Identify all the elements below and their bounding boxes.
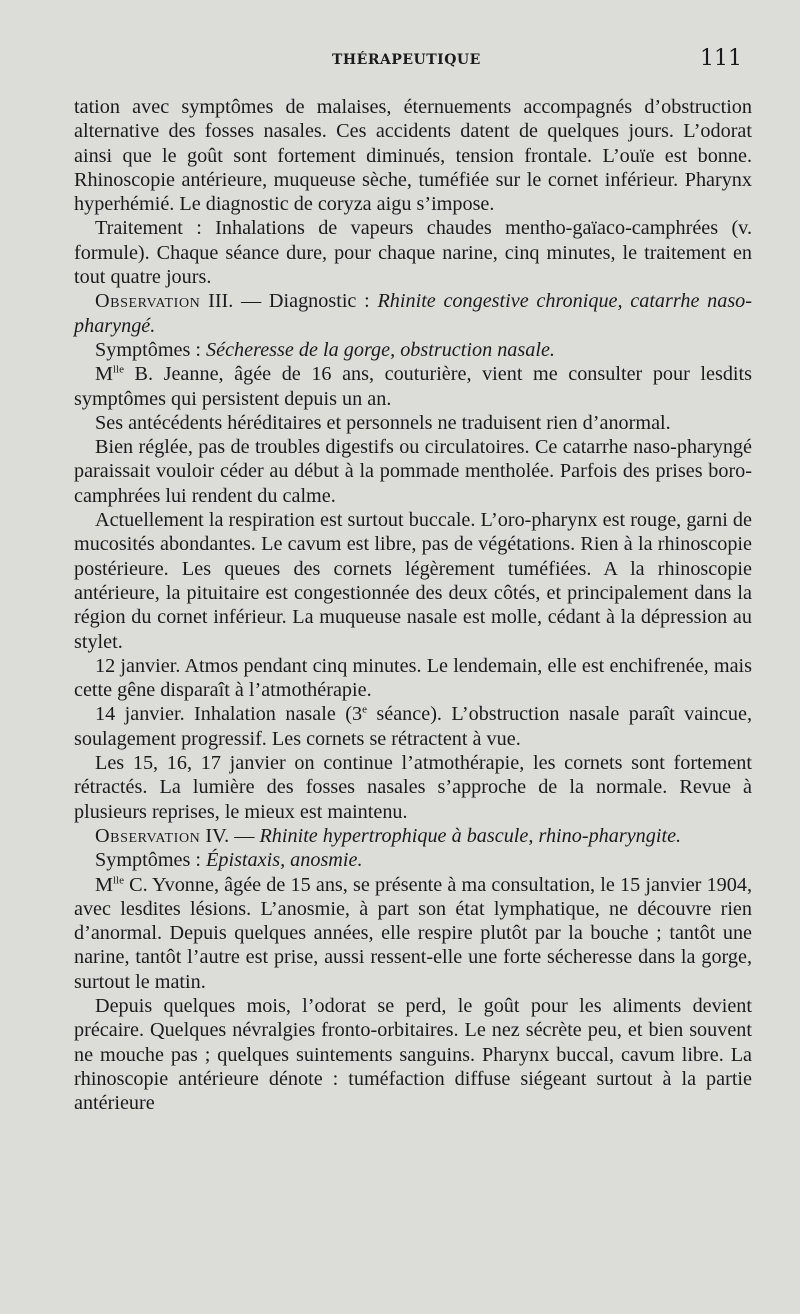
observation-4-heading [74,824,752,848]
paragraph-7: Actuellement la respiration est surtout buccale. L’oro-pharynx est rouge, garni de mucosités abondantes. Le cavum est libre, pas de végétations. Rien à la rhinoscopie postérieure. Les queues des cornets légèrement tuméfiées. A la rhinoscopie antérieure, la pituitaire est congestionnée des deux côtés, et principalement dans la région du cornet inférieur. La muqueuse nasale est molle, cédant à la dépression au stylet. [74,509,752,653]
observation-title: Rhinite congestive chronique, catarrhe naso-pharyngé. [74,290,752,337]
paragraph-9 [74,702,752,751]
page-number: 111 [700,46,742,71]
paragraph-6: Bien réglée, pas de troubles digestifs ou circulatoires. Ce catarrhe naso-pharyngé paraissait vouloir céder au début à la pommade mentholée. Parfois des prises boro-camphrées lui rendent du calme. [74,436,752,507]
paragraph-8: 12 janvier. Atmos pendant cinq minutes. Le lendemain, elle est enchifrenée, mais cette gêne disparaît à l’atmothérapie. [74,654,752,702]
ordinal-sup: e [362,703,367,716]
paragraph-5: Ses antécédents héréditaires et personnels ne traduisent rien d’anormal. [95,411,671,434]
honorific: M [95,873,113,896]
honorific-sup: lle [112,363,124,376]
observation-3-heading [74,289,752,338]
paragraph-1: tation avec symptômes de malaises, éternuements accompagnés d’obstruction alternative des fosses nasales. Ces accidents datent de quelques jours. L’odorat ainsi que le goût sont fortement diminués, tension frontale. L’ouïe est bonne. Rhinoscopie antérieure, muqueuse sèche, tuméfiée sur le cornet inférieur. Pharynx hyperhémié. Le diagnostic de coryza aigu s’impose. [74,96,752,216]
observation-title: Rhinite hypertrophique à bascule, rhino-pharyngite. [259,824,682,847]
honorific-sup: lle [112,873,124,886]
paragraph-2: Traitement : Inhalations de vapeurs chaudes mentho-gaïaco-camphrées (v. formule). Chaque séance dure, pour chaque narine, cinq minutes, le traitement en tout quatre jours. [74,217,752,289]
paragraph-13: Depuis quelques mois, l’odorat se perd, le goût pour les aliments devient précaire. Quelques névralgies fronto-orbitaires. Le nez sécrète peu, et bien souvent ne mouche pas ; quelques suintements sanguins. Pharynx buccal, cavum libre. La rhinoscopie antérieure dénote : tuméfaction diffuse siégeant surtout à la partie antérieure [74,994,752,1115]
body-text [74,95,752,1115]
honorific: M [95,363,113,386]
observation-number: III. — Diagnostic : [200,290,378,313]
paragraph-9-end: séance). L’obstruction nasale paraît vaincue, soulagement progressif. Les cornets se rétractent à vue. [74,703,752,750]
paragraph-symptoms-3 [74,338,752,362]
symptoms-prefix: Symptômes : [95,338,207,361]
paragraph-patient-4 [74,873,752,994]
observation-number: IV. — [200,824,260,847]
symptoms-list: Sécheresse de la gorge, obstruction nasale. [206,338,555,361]
symptoms-prefix: Symptômes : [95,849,207,872]
observation-label: Observation [95,824,201,847]
symptoms-list: Épistaxis, anosmie. [206,849,363,872]
paragraph-10: Les 15, 16, 17 janvier on continue l’atmothérapie, les cornets sont fortement rétractés. La lumière des fosses nasales s’approche de la normale. Revue à plusieurs reprises, le mieux est maintenu. [74,752,752,823]
paragraph-9-start: 14 janvier. Inhalation nasale (3 [95,703,363,726]
patient-text: C. Yvonne, âgée de 15 ans, se présente à ma consultation, le 15 janvier 1904, avec lesdites lésions. L’anosmie, à part son état lymphatique, ne découvre rien d’anormal. Depuis quelques années, elle respire plutôt par la bouche ; tantôt une narine, tantôt l’autre est prise, aussi ressent-elle une forte sécheresse dans la gorge, surtout le matin. [74,873,752,993]
patient-text: B. Jeanne, âgée de 16 ans, couturière, vient me consulter pour lesdits symptômes qui persistent depuis un an. [74,363,752,410]
paragraph-symptoms-4 [74,848,752,872]
paragraph-patient-3 [74,362,752,411]
page-header [0,46,800,76]
running-head: THÉRAPEUTIQUE [332,52,481,68]
observation-label: Observation [95,290,201,313]
